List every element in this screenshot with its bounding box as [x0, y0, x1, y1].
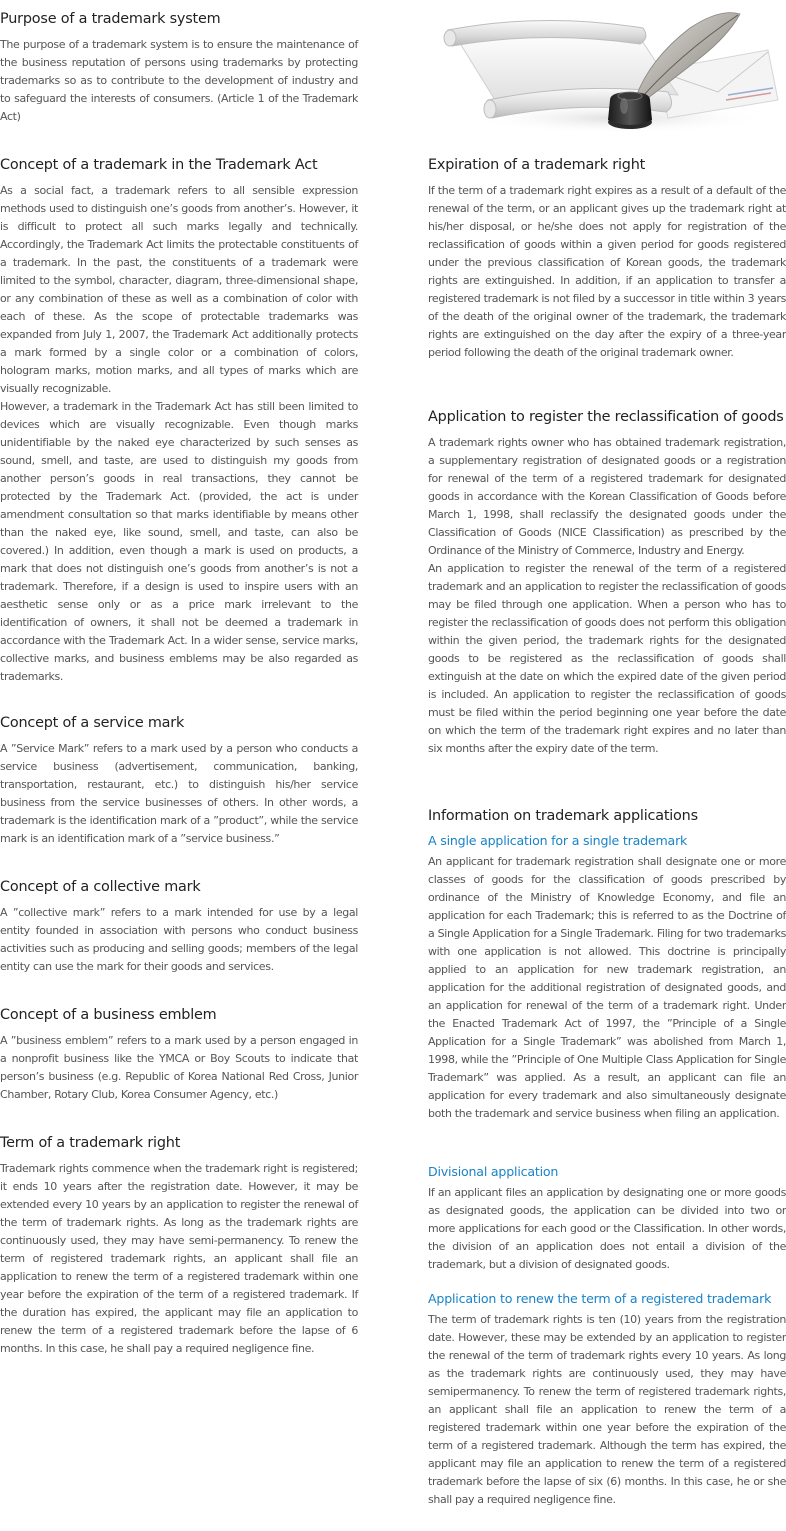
subsection-title: A single application for a single trademark — [428, 833, 688, 848]
section-title: Concept of a business emblem — [0, 1007, 217, 1023]
section-term — [0, 1134, 358, 1358]
subsection-title: Divisional application — [428, 1164, 559, 1179]
section-body-continued: An application to register the renewal of the term of a registered trademark and an application to register the reclassification of goods may be filed through one application. When a person who has to register the reclassification of goods does not perform this obligation within the given period, the trademark rights for the designated goods to be registered as the reclassification of goods shall extinguish at the date on which the expired date of the given period is included. An application to register the reclassification of goods must be filed within the period beginning one year before the date on which the term of the trademark right expires and no later than six months after the expiry date of the term. — [428, 562, 786, 755]
section-business-emblem — [0, 1006, 358, 1104]
section-body: A ”Service Mark” refers to a mark used by a person who conducts a service business (advertisement, communication, banking, transportation, restaurant, etc.) to distinguish his/her service business from the service businesses of others. In other words, a trademark is the identification mark of a ”product”, while the service mark is an identification mark of a ”service business.” — [0, 742, 358, 845]
section-body: A ”collective mark” refers to a mark intended for use by a legal entity founded in association with persons who conduct business activities such as producing and selling goods; members of the legal entity can use the mark for their goods and services. — [0, 906, 358, 973]
section-title: Purpose of a trademark system — [0, 11, 221, 27]
section-purpose — [0, 10, 358, 126]
section-body: A trademark rights owner who has obtained trademark registration, a supplementary registration of designated goods or a registration for renewal of the term of a registered trademark for designated goods in accordance with the Korean Classification of Goods before March 1, 1998, shall reclassify the designated goods under the Classification of Goods (NICE Classification) as prescribed by the Ordinance of the Ministry of Commerce, Industry and Energy. — [428, 436, 786, 557]
section-body: The purpose of a trademark system is to ensure the maintenance of the business reputation of persons using trademarks by protecting trademarks so as to contribute to the development of industry and to safeguard the interests of consumers. (Article 1 of the Trademark Act) — [0, 38, 358, 123]
section-reclassification — [428, 408, 786, 758]
section-title: Expiration of a trademark right — [428, 157, 646, 173]
section-expiration — [428, 156, 786, 362]
section-body: If the term of a trademark right expires as a result of a default of the renewal of the term, or an applicant gives up the trademark right at his/her disposal, or he/she does not apply for registration of the reclassification of goods within a given period for goods registered under the previous classification of Korean goods, the trademark rights are extinguished. In addition, if an application to transfer a registered trademark is not filed by a successor in title within 3 years of the death of the original owner of the trademark, the trademark rights are extinguished on the day after the expiry of a three-year period following the death of the original trademark owner. — [428, 184, 786, 359]
scroll-quill-illustration — [428, 0, 786, 140]
subsection-title: Application to renew the term of a registered trademark — [428, 1291, 772, 1306]
subsection-body: The term of trademark rights is ten (10) years from the registration date. However, these may be extended by an application to register the renewal of the term of trademark rights every 10 years. As long as the trademark rights are continuously used, they may have semipermanency. To renew the term of registered trademark rights, an applicant shall file an application to renew the term of a registered trademark within one year before the expiration of the term of a registered trademark. Although the term has expired, the applicant may file an application to renew the term of a registered trademark before the lapse of six (6) months. In this case, he or she shall pay a required negligence fine. — [428, 1313, 786, 1506]
subsection-renew-application — [428, 1291, 786, 1509]
section-title: Concept of a collective mark — [0, 879, 201, 895]
section-body: Trademark rights commence when the trademark right is registered; it ends 10 years after the registration date. However, it may be extended every 10 years by an application to register the renewal of the term of trademark rights. As long as the trademark rights are continuously used, they may have semi-permanency. To renew the term of registered trademark rights, an applicant shall file an application to renew the term of a registered trademark within one year before the expiration of the term of a registered trademark. If the duration has expired, the applicant may file an application to renew the term of a registered trademark before the lapse of 6 months. In this case, he shall pay a required negligence fine. — [0, 1162, 358, 1355]
section-collective-mark — [0, 878, 358, 976]
section-service-mark — [0, 714, 358, 848]
section-body: A ”business emblem” refers to a mark used by a person engaged in a nonprofit business like the YMCA or Boy Scouts to indicate that person’s business (e.g. Republic of Korea National Red Cross, Junior Chamber, Rotary Club, Korea Consumer Agency, etc.) — [0, 1034, 358, 1101]
subsection-body: An applicant for trademark registration shall designate one or more classes of goods for the classification of goods prescribed by ordinance of the Ministry of Knowledge Economy, and file an application for each Trademark; this is referred to as the Doctrine of a Single Application for a Single Trademark. Filing for two trademarks with one application is not allowed. This doctrine is principally applied to an application for new trademark registration, an application for the additional registration of designated goods, and an application for renewal of the term of a trademark right. Under the Enacted Trademark Act of 1997, the ”Principle of a Single Application for a Single Trademark” was abolished from March 1, 1998, while the ”Principle of One Multiple Class Application for Single Trademark” was applied. As a result, an applicant can file an application for every trademark and also simultaneously designate both the trademark and service business when filing an application. — [428, 855, 786, 1120]
subsection-body: If an applicant files an application by designating one or more goods as designated goods, the application can be divided into two or more applications for each good or the Classification. In other words, the division of an application does not entail a division of the trademark, but a division of designated goods. — [428, 1186, 786, 1271]
section-body-continued: However, a trademark in the Trademark Act has still been limited to devices which are visually recognizable. Even though marks unidentifiable by the naked eye characterized by such senses as sound, smell, and taste, are used to distinguish my goods from another person’s goods in real transactions, they cannot be protected by the Trademark Act. (provided, the act is under amendment consultation so that marks identifiable by means other than the naked eye, like sound, smell, and taste, can also be covered.) In addition, even though a mark is used on products, a mark that does not distinguish one’s goods from another’s is not a trademark. Therefore, if a design is used to inspire users with an aesthetic sense only or as a price mark irrelevant to the identification of owners, it shall not be deemed a trademark in accordance with the Trademark Act. In a wider sense, service marks, collective marks, and business emblems may be also regarded as trademarks. — [0, 400, 358, 683]
scroll-quill-inkwell-icon — [428, 0, 786, 140]
section-body: As a social fact, a trademark refers to all sensible expression methods used to distinguish one’s goods from another’s. However, it is difficult to protect all such marks legally and technically. Accordingly, the Trademark Act limits the protectable constituents of a trademark. In the past, the constituents of a trademark were limited to the symbol, character, diagram, three-dimensional shape, or any combination of these as well as a combination of color with each of these. As the scope of protectable trademarks was expanded from July 1, 2007, the Trademark Act additionally protects a mark formed by a single color or a combination of colors, hologram marks, motion marks, and all types of marks which are visually recognizable. — [0, 184, 358, 395]
subsection-divisional-application — [428, 1164, 786, 1274]
section-concept-trademark — [0, 156, 358, 686]
subsection-single-application — [428, 833, 786, 1123]
section-title: Concept of a service mark — [0, 715, 185, 731]
section-title: Term of a trademark right — [0, 1135, 181, 1151]
section-title: Application to register the reclassification of goods — [428, 409, 784, 425]
section-title: Concept of a trademark in the Trademark Act — [0, 157, 318, 173]
section-applications — [428, 807, 786, 1123]
section-title: Information on trademark applications — [428, 808, 698, 824]
